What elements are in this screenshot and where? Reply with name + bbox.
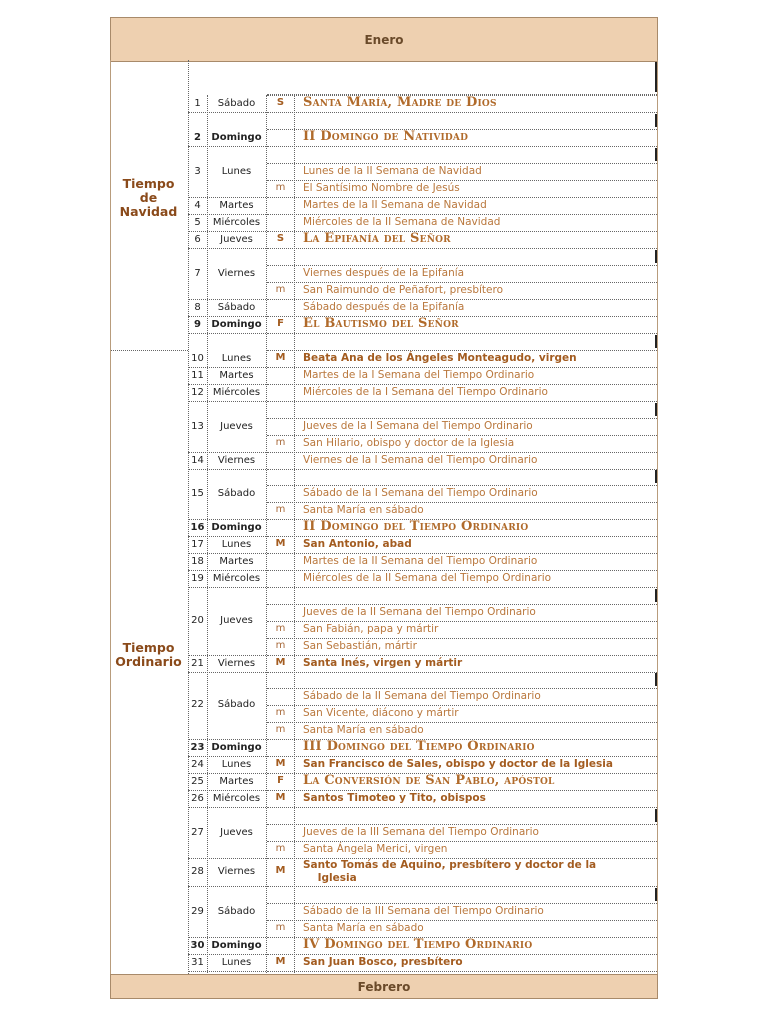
weekday: Martes <box>219 369 254 381</box>
group-divider <box>188 469 268 470</box>
day-number: 19 <box>191 572 204 584</box>
celebration-name[interactable]: Viernes después de la Epifanía <box>303 266 465 279</box>
spacer-marker <box>655 809 657 822</box>
weekday: Sábado <box>217 97 256 109</box>
group-divider <box>188 739 268 740</box>
group-divider <box>188 773 268 774</box>
day-number: 22 <box>191 699 204 710</box>
group-divider <box>188 197 268 198</box>
group-divider <box>188 112 268 113</box>
day-number: 20 <box>191 615 204 626</box>
group-divider <box>188 570 268 571</box>
col-sep-cat <box>294 95 295 975</box>
celebration-name[interactable]: Lunes de la II Semana de Navidad <box>303 164 482 177</box>
weekday: Lunes <box>221 165 252 177</box>
rank-letter: m <box>275 706 286 718</box>
weekday: Miércoles <box>212 572 261 584</box>
day-number: 11 <box>191 369 204 381</box>
celebration-name[interactable]: Jueves de la III Semana del Tiempo Ordinario <box>303 825 539 838</box>
celebration-name[interactable]: Santos Timoteo y Tito, obispos <box>303 791 486 804</box>
celebration-name[interactable]: San Raimundo de Peñafort, presbítero <box>303 283 504 296</box>
day-number: 4 <box>194 199 201 211</box>
group-divider <box>188 937 268 938</box>
season-label-ordinario: Tiempo Ordinario <box>115 640 182 669</box>
rank-letter: S <box>276 232 285 244</box>
day-number: 18 <box>191 555 204 567</box>
weekday: Jueves <box>220 233 253 245</box>
spacer-marker <box>655 888 657 901</box>
group-divider <box>188 587 268 588</box>
celebration-name[interactable]: Miércoles de la II Semana de Navidad <box>303 215 501 228</box>
weekday: Jueves <box>220 615 253 626</box>
rank-letter: m <box>275 503 286 515</box>
group-divider <box>188 954 268 955</box>
group-divider <box>188 790 268 791</box>
day-number: 6 <box>194 233 201 245</box>
group-divider <box>188 401 268 402</box>
spacer-marker <box>655 403 657 416</box>
group-divider <box>188 519 268 520</box>
group-divider <box>188 248 268 249</box>
day-number: 14 <box>191 454 204 466</box>
weekday: Miércoles <box>212 216 261 228</box>
celebration-name[interactable]: Beata Ana de los Ángeles Monteagudo, virgen <box>303 351 577 364</box>
next-month-footer: Febrero <box>110 974 658 999</box>
weekday: Lunes <box>221 956 252 968</box>
day-number: 24 <box>191 758 204 770</box>
rank-letter: M <box>275 791 286 803</box>
rank-letter: m <box>275 842 286 854</box>
weekday: Viernes <box>217 454 256 466</box>
weekday: Domingo <box>211 521 262 533</box>
group-divider <box>188 672 268 673</box>
weekday: Domingo <box>211 939 262 951</box>
day-number: 15 <box>191 487 204 499</box>
group-divider <box>188 316 268 317</box>
weekday: Lunes <box>221 538 252 550</box>
spacer-marker <box>655 114 657 127</box>
celebration-name[interactable]: Martes de la II Semana de Navidad <box>303 198 487 211</box>
celebration-name[interactable]: Santa Ángela Merici, virgen <box>303 842 448 855</box>
celebration-name[interactable]: Jueves de la I Semana del Tiempo Ordinario <box>303 419 533 432</box>
rank-letter: M <box>275 656 286 668</box>
celebration-name[interactable]: Sábado de la III Semana del Tiempo Ordinario <box>303 904 544 917</box>
celebration-name[interactable]: Santa María en sábado <box>303 503 424 516</box>
day-number: 12 <box>191 386 204 398</box>
day-number: 26 <box>191 792 204 804</box>
day-number: 27 <box>191 826 204 838</box>
celebration-name[interactable]: Viernes de la I Semana del Tiempo Ordinario <box>303 453 538 466</box>
day-number: 9 <box>194 318 201 330</box>
celebration-name[interactable]: II Domingo del Tiempo Ordinario <box>303 518 529 534</box>
month-header: Enero <box>110 17 658 62</box>
row-divider <box>267 807 657 808</box>
celebration-name[interactable]: El Bautismo del Señor <box>303 315 459 331</box>
weekday: Jueves <box>220 826 253 838</box>
rank-letter: M <box>275 351 286 363</box>
weekday: Viernes <box>217 657 256 669</box>
day-number: 17 <box>191 538 204 550</box>
celebration-name[interactable]: San Francisco de Sales, obispo y doctor de la Iglesia <box>303 757 613 770</box>
weekday: Lunes <box>221 352 252 364</box>
weekday: Sábado <box>217 301 256 313</box>
row-divider <box>267 333 657 334</box>
celebration-name[interactable]: Martes de la I Semana del Tiempo Ordinario <box>303 368 535 381</box>
weekday: Martes <box>219 775 254 787</box>
row-divider <box>267 587 657 588</box>
col-sep-num <box>207 95 208 975</box>
row-divider <box>267 401 657 402</box>
celebration-name[interactable]: La Conversión de San Pablo, apóstol <box>303 772 555 788</box>
weekday: Lunes <box>221 758 252 770</box>
row-divider <box>267 886 657 887</box>
weekday: Sábado <box>217 905 256 917</box>
calendar-table <box>110 17 658 999</box>
day-number: 5 <box>194 216 201 228</box>
celebration-name[interactable]: La Epifanía del Señor <box>303 230 451 246</box>
celebration-name[interactable]: San Fabián, papa y mártir <box>303 622 439 635</box>
weekday: Sábado <box>217 487 256 499</box>
group-divider <box>188 858 268 859</box>
spacer-marker <box>655 470 657 483</box>
rank-letter: M <box>275 955 286 967</box>
celebration-name[interactable]: Miércoles de la II Semana del Tiempo Ordinario <box>303 571 552 584</box>
celebration-name[interactable]: Santo Tomás de Aquino, presbítero y doctor de la Iglesia <box>303 859 597 884</box>
day-number: 1 <box>194 97 201 109</box>
rank-letter: M <box>275 865 286 876</box>
weekday: Miércoles <box>212 386 261 398</box>
celebration-name[interactable]: III Domingo del Tiempo Ordinario <box>303 738 535 754</box>
day-number: 29 <box>191 905 204 917</box>
group-divider <box>188 807 268 808</box>
rank-letter: m <box>275 921 286 933</box>
group-divider <box>188 367 268 368</box>
rank-letter: m <box>275 283 286 295</box>
weekday: Domingo <box>211 741 262 753</box>
rank-letter: S <box>276 96 285 108</box>
rank-letter: m <box>275 639 286 651</box>
spacer-marker <box>655 250 657 263</box>
weekday: Jueves <box>220 420 253 432</box>
group-divider <box>188 886 268 887</box>
celebration-name[interactable]: El Santísimo Nombre de Jesús <box>303 181 460 194</box>
day-number: 3 <box>194 165 201 177</box>
day-number: 2 <box>194 131 201 143</box>
rank-letter: F <box>277 774 284 786</box>
row-divider <box>267 146 657 147</box>
day-number: 28 <box>191 866 204 877</box>
rank-letter: m <box>275 436 286 448</box>
group-divider <box>188 214 268 215</box>
weekday: Miércoles <box>212 792 261 804</box>
celebration-name[interactable]: IV Domingo del Tiempo Ordinario <box>303 936 533 952</box>
spacer-marker <box>655 62 657 92</box>
row-divider <box>267 971 657 972</box>
group-divider <box>188 536 268 537</box>
spacer-marker <box>655 673 657 686</box>
group-divider <box>188 452 268 453</box>
weekday: Domingo <box>211 318 262 330</box>
group-divider <box>188 146 268 147</box>
day-number: 31 <box>191 956 204 968</box>
row-divider <box>267 248 657 249</box>
celebration-name[interactable]: Sábado de la I Semana del Tiempo Ordinario <box>303 486 538 499</box>
group-divider <box>188 299 268 300</box>
group-divider <box>188 655 268 656</box>
weekday: Viernes <box>217 866 256 877</box>
celebration-name[interactable]: Santa Inés, virgen y mártir <box>303 656 463 669</box>
group-divider <box>188 384 268 385</box>
day-number: 8 <box>194 301 201 313</box>
celebration-name[interactable]: San Hilario, obispo y doctor de la Iglesia <box>303 436 515 449</box>
celebration-name[interactable]: Santa María, Madre de Dios <box>303 94 497 110</box>
day-number: 16 <box>190 521 205 533</box>
rank-letter: M <box>275 537 286 549</box>
group-divider <box>188 971 268 972</box>
season-label-navidad: Tiempo de Navidad <box>119 176 178 219</box>
weekday: Martes <box>219 199 254 211</box>
celebration-name[interactable]: Santa María en sábado <box>303 921 424 934</box>
group-divider <box>188 231 268 232</box>
day-number: 30 <box>190 939 205 951</box>
weekday: Domingo <box>211 131 262 143</box>
day-number: 25 <box>191 775 204 787</box>
day-number: 13 <box>191 420 204 432</box>
celebration-name[interactable]: San Juan Bosco, presbítero <box>303 955 463 968</box>
rank-letter: m <box>275 723 286 735</box>
spacer-marker <box>655 148 657 161</box>
spacer-marker <box>655 335 657 348</box>
celebration-name[interactable]: Sábado de la II Semana del Tiempo Ordinario <box>303 689 541 702</box>
rank-letter: M <box>275 757 286 769</box>
rank-letter: m <box>275 622 286 634</box>
row-divider <box>267 672 657 673</box>
day-number: 10 <box>191 352 204 364</box>
day-number: 21 <box>191 657 204 669</box>
row-divider <box>267 469 657 470</box>
celebration-name[interactable]: Jueves de la II Semana del Tiempo Ordinario <box>303 605 536 618</box>
weekday: Martes <box>219 555 254 567</box>
row-divider <box>267 112 657 113</box>
celebration-name[interactable]: Miércoles de la I Semana del Tiempo Ordinario <box>303 385 548 398</box>
celebration-name[interactable]: II Domingo de Natividad <box>303 128 469 144</box>
rank-letter: F <box>277 317 284 329</box>
group-divider <box>188 756 268 757</box>
celebration-name[interactable]: San Vicente, diácono y mártir <box>303 706 459 719</box>
weekday: Sábado <box>217 699 256 710</box>
celebration-name[interactable]: Sábado después de la Epifanía <box>303 300 465 313</box>
day-number: 7 <box>194 267 201 279</box>
group-divider <box>188 553 268 554</box>
celebration-name[interactable]: San Antonio, abad <box>303 537 412 550</box>
group-divider <box>188 333 268 334</box>
rank-letter: m <box>275 181 286 193</box>
celebration-name[interactable]: San Sebastián, mártir <box>303 639 417 652</box>
celebration-name[interactable]: Santa María en sábado <box>303 723 424 736</box>
celebration-name[interactable]: Martes de la II Semana del Tiempo Ordinario <box>303 554 538 567</box>
day-number: 23 <box>190 741 205 753</box>
weekday: Viernes <box>217 267 256 279</box>
spacer-marker <box>655 589 657 602</box>
